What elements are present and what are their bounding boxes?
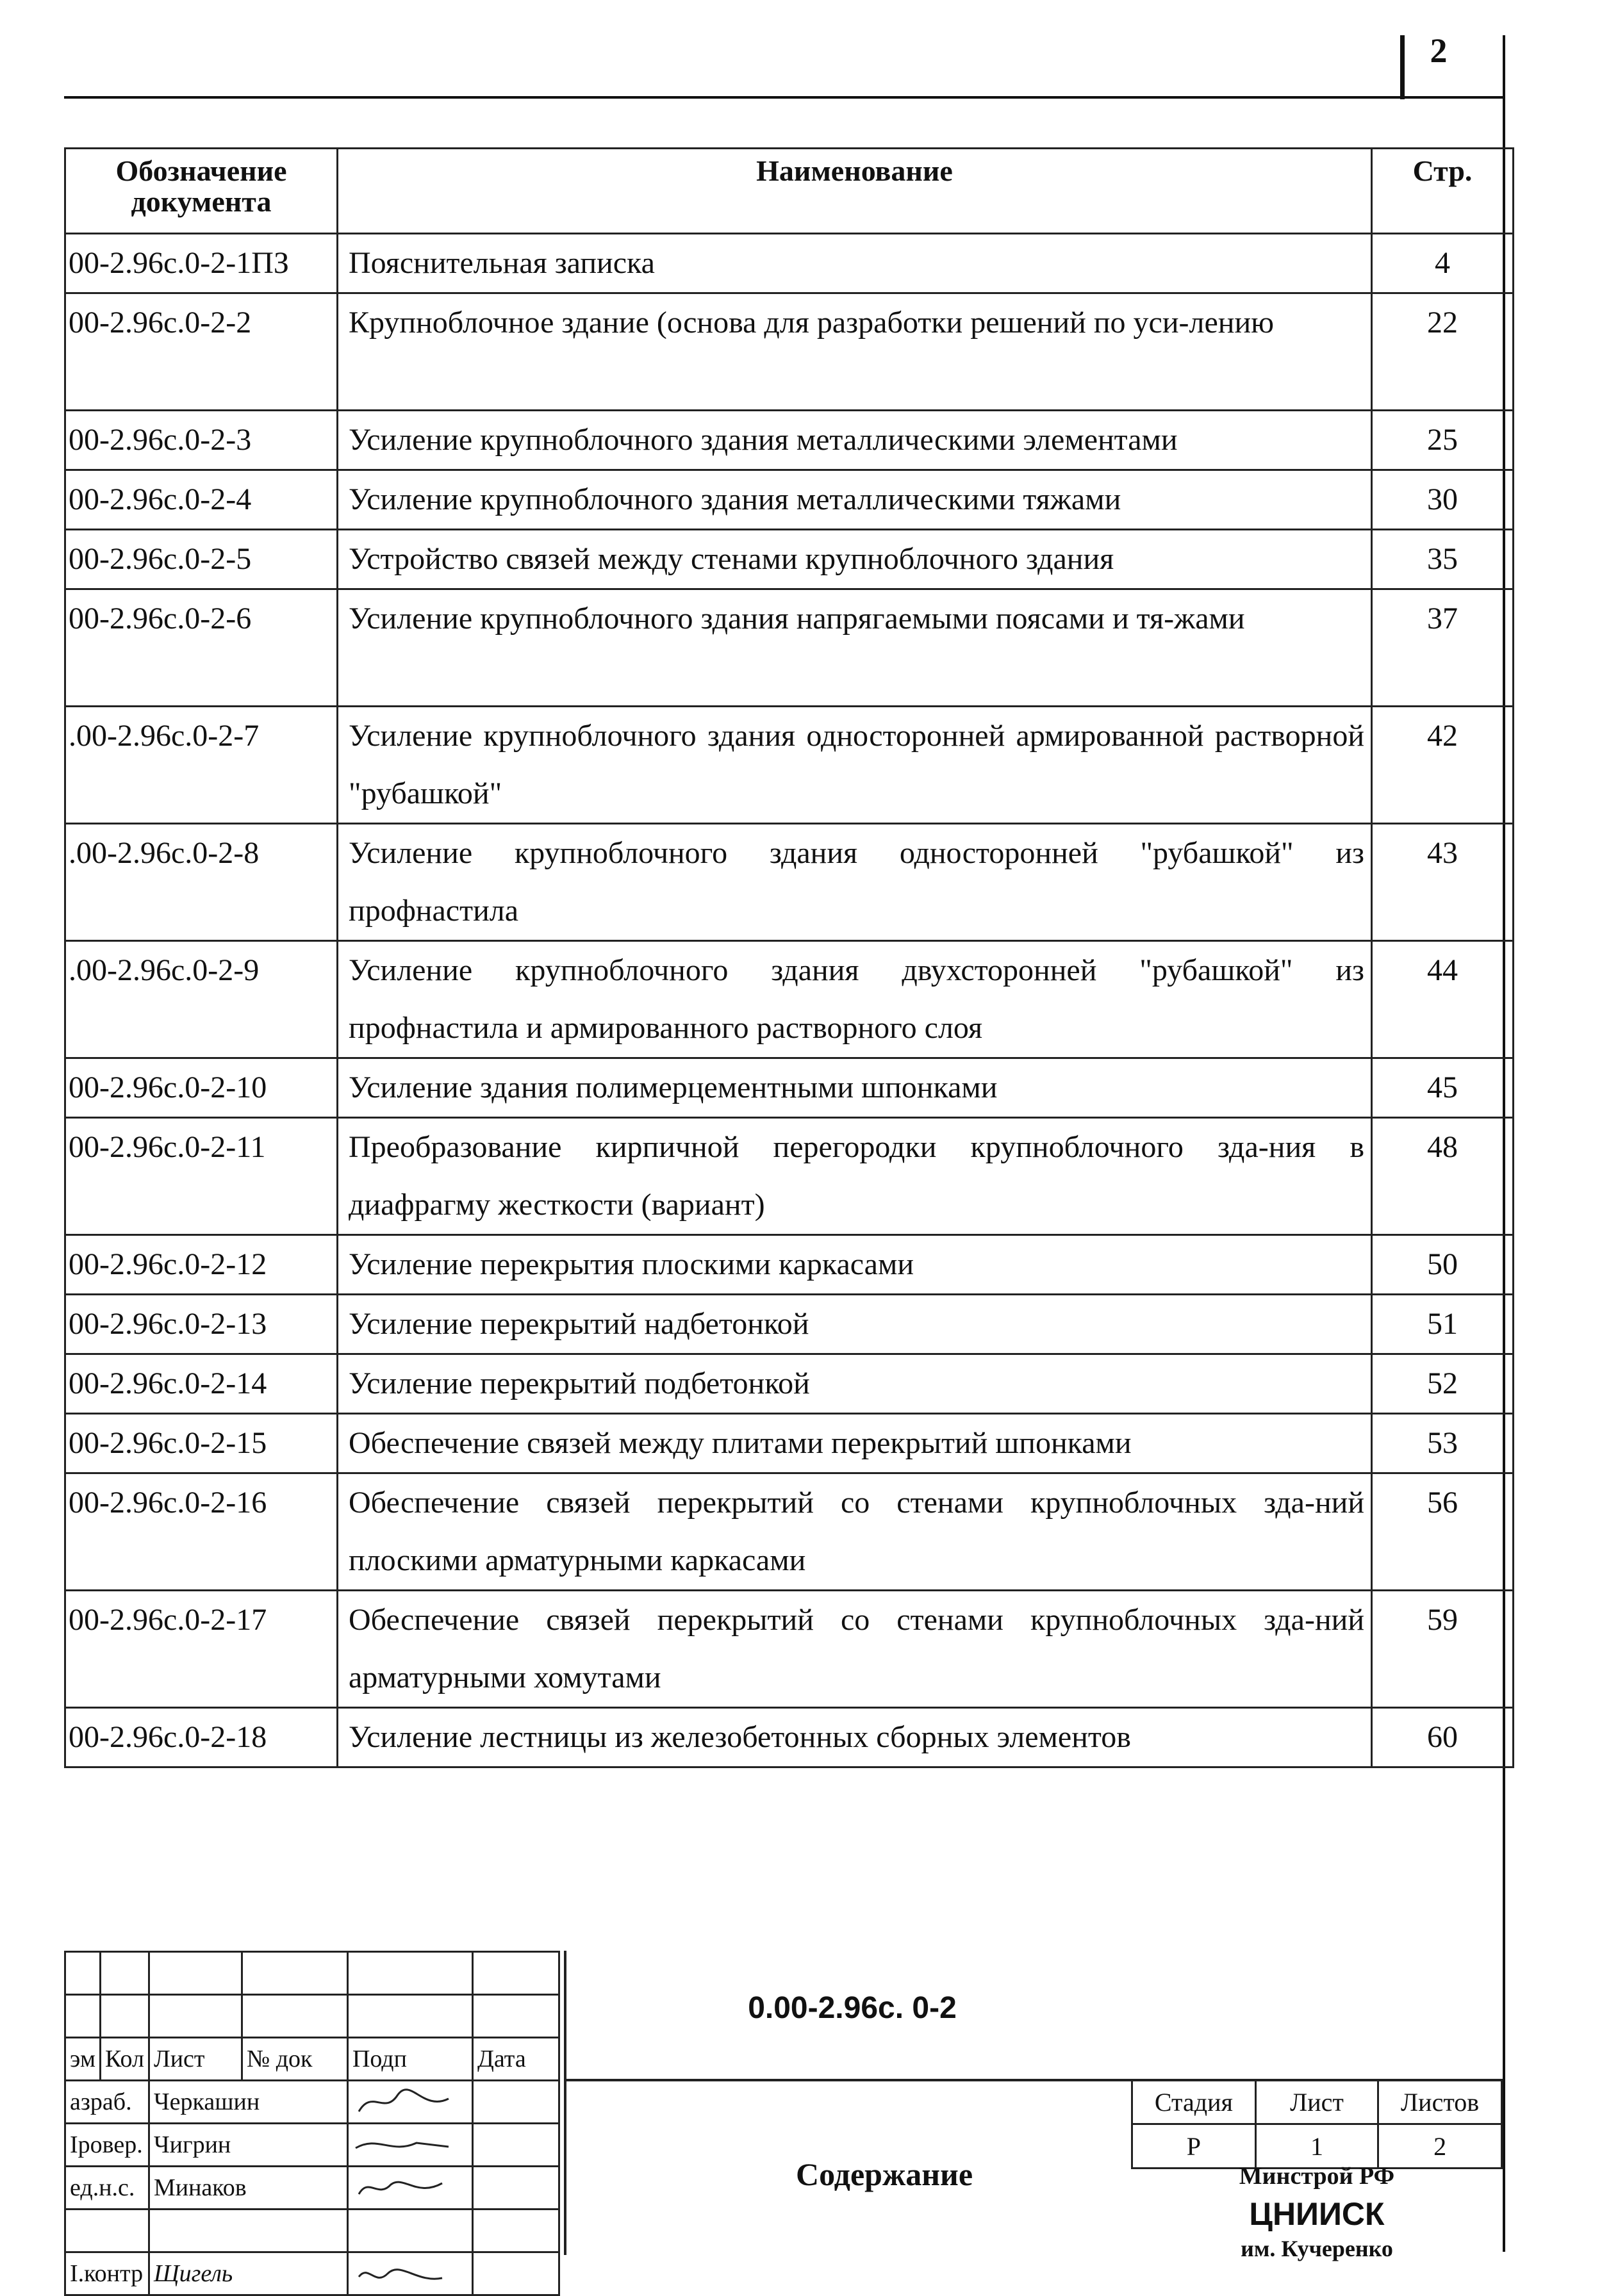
header-name: Наименование bbox=[338, 149, 1372, 234]
document-code: 00-2.96с.0-2-14 bbox=[65, 1354, 338, 1414]
document-name: Усиление крупноблочного здания односторонней "рубашкой" из профнастила bbox=[338, 824, 1372, 941]
signature-4 bbox=[347, 2252, 472, 2295]
sheets-header: Листов bbox=[1378, 2080, 1502, 2124]
document-code: 00-2.96с.0-2-5 bbox=[65, 530, 338, 589]
page-number: 56 bbox=[1372, 1473, 1514, 1591]
contents-row bbox=[65, 1295, 1514, 1354]
contents-row bbox=[65, 293, 1514, 411]
document-code: 00-2.96с.0-2-2 bbox=[65, 293, 338, 411]
document-name: Усиление перекрытий надбетонкой bbox=[338, 1295, 1372, 1354]
page-number: 59 bbox=[1372, 1591, 1514, 1708]
sheet-header: Лист bbox=[1255, 2080, 1378, 2124]
document-code: 00-2.96с.0-2-3 bbox=[65, 411, 338, 470]
page-number: 4 bbox=[1372, 234, 1514, 293]
document-code: 00-2.96с.0-2-11 bbox=[65, 1118, 338, 1235]
contents-row bbox=[65, 1414, 1514, 1473]
document-name: Обеспечение связей перекрытий со стенами крупноблочных зда-ний плоскими арматурными каркасами bbox=[338, 1473, 1372, 1591]
col-izm: эм bbox=[65, 2038, 101, 2081]
contents-body bbox=[65, 234, 1514, 1767]
stage-header: Стадия bbox=[1132, 2080, 1256, 2124]
page-number: 51 bbox=[1372, 1295, 1514, 1354]
contents-row bbox=[65, 1708, 1514, 1767]
stage-table bbox=[1131, 2079, 1503, 2169]
document-code: .00-2.96с.0-2-9 bbox=[65, 941, 338, 1058]
person-0: Черкашин bbox=[149, 2081, 347, 2124]
document-name: Усиление лестницы из железобетонных сборных элементов bbox=[338, 1708, 1372, 1767]
contents-row bbox=[65, 1473, 1514, 1591]
document-name: Усиление крупноблочного здания напрягаемыми поясами и тя-жами bbox=[338, 589, 1372, 707]
page-number: 48 bbox=[1372, 1118, 1514, 1235]
contents-row bbox=[65, 824, 1514, 941]
page-number: 35 bbox=[1372, 530, 1514, 589]
page-number: 60 bbox=[1372, 1708, 1514, 1767]
person-4: Щигель bbox=[149, 2252, 347, 2295]
role-0: азраб. bbox=[65, 2081, 149, 2124]
page-number-divider bbox=[1400, 35, 1405, 99]
header-page: Стр. bbox=[1372, 149, 1514, 234]
document-name: Усиление крупноблочного здания односторонней армированной растворной "рубашкой" bbox=[338, 707, 1372, 824]
page-number: 22 bbox=[1372, 293, 1514, 411]
document-name: Крупноблочное здание (основа для разработки решений по уси-лению bbox=[338, 293, 1372, 411]
col-list: Лист bbox=[149, 2038, 242, 2081]
page-number: 50 bbox=[1372, 1235, 1514, 1295]
col-ndok: № док bbox=[242, 2038, 347, 2081]
document-name: Усиление перекрытия плоскими каркасами bbox=[338, 1235, 1372, 1295]
page-number: 42 bbox=[1372, 707, 1514, 824]
header-document-code: Обозначение документа bbox=[65, 149, 338, 234]
document-name: Усиление крупноблочного здания металлическими элементами bbox=[338, 411, 1372, 470]
page-number: 43 bbox=[1372, 824, 1514, 941]
document-code: 00-2.96с.0-2-12 bbox=[65, 1235, 338, 1295]
col-podp: Подп bbox=[347, 2038, 472, 2081]
page-number: 53 bbox=[1372, 1414, 1514, 1473]
document-name: Преобразование кирпичной перегородки крупноблочного зда-ния в диафрагму жесткости (вариант) bbox=[338, 1118, 1372, 1235]
organization bbox=[1131, 2162, 1503, 2262]
title-document-name: Содержание bbox=[795, 2156, 973, 2192]
document-name: Обеспечение связей между плитами перекрытий шпонками bbox=[338, 1414, 1372, 1473]
contents-row bbox=[65, 1354, 1514, 1414]
document-code: 00-2.96с.0-2-18 bbox=[65, 1708, 338, 1767]
sheets-value: 2 bbox=[1378, 2124, 1502, 2169]
org-ministry: Минстрой РФ bbox=[1239, 2163, 1395, 2190]
document-code: 00-2.96с.0-2-10 bbox=[65, 1058, 338, 1118]
page-number: 52 bbox=[1372, 1354, 1514, 1414]
signature-0 bbox=[347, 2081, 472, 2124]
document-code: 00-2.96с.0-2-13 bbox=[65, 1295, 338, 1354]
person-1: Чигрин bbox=[149, 2124, 347, 2167]
signature-2 bbox=[347, 2167, 472, 2210]
top-rule bbox=[64, 96, 1504, 99]
document-code: 00-2.96с.0-2-1ПЗ bbox=[65, 234, 338, 293]
document-name: Обеспечение связей перекрытий со стенами крупноблочных зда-ний арматурными хомутами bbox=[338, 1591, 1372, 1708]
org-named-after: им. Кучеренко bbox=[1241, 2236, 1393, 2261]
document-code: 00-2.96с.0-2-15 bbox=[65, 1414, 338, 1473]
person-3 bbox=[149, 2210, 347, 2252]
role-4: I.контр bbox=[65, 2252, 149, 2295]
contents-row bbox=[65, 234, 1514, 293]
col-kol: Кол bbox=[101, 2038, 149, 2081]
role-3 bbox=[65, 2210, 149, 2252]
document-code: .00-2.96с.0-2-7 bbox=[65, 707, 338, 824]
org-name: ЦНИИСК bbox=[1249, 2196, 1385, 2232]
contents-row bbox=[65, 941, 1514, 1058]
signature-1 bbox=[347, 2124, 472, 2167]
contents-row bbox=[65, 1118, 1514, 1235]
stage-value: Р bbox=[1132, 2124, 1256, 2169]
title-document-code: 0.00-2.96с. 0-2 bbox=[748, 1991, 957, 2025]
contents-row bbox=[65, 707, 1514, 824]
document-name: Усиление крупноблочного здания двухсторонней "рубашкой" из профнастила и армированного растворного слоя bbox=[338, 941, 1372, 1058]
contents-row bbox=[65, 1235, 1514, 1295]
sheet-value: 1 bbox=[1255, 2124, 1378, 2169]
contents-row bbox=[65, 1058, 1514, 1118]
document-name: Усиление здания полимерцементными шпонками bbox=[338, 1058, 1372, 1118]
contents-row bbox=[65, 411, 1514, 470]
document-code: .00-2.96с.0-2-8 bbox=[65, 824, 338, 941]
role-2: ед.н.с. bbox=[65, 2167, 149, 2210]
document-name: Устройство связей между стенами крупноблочного здания bbox=[338, 530, 1372, 589]
contents-row bbox=[65, 470, 1514, 530]
document-name: Усиление крупноблочного здания металлическими тяжами bbox=[338, 470, 1372, 530]
person-2: Минаков bbox=[149, 2167, 347, 2210]
page-number: 44 bbox=[1372, 941, 1514, 1058]
page-number: 30 bbox=[1372, 470, 1514, 530]
role-1: Iровер. bbox=[65, 2124, 149, 2167]
document-name: Пояснительная записка bbox=[338, 234, 1372, 293]
signature-table bbox=[64, 1951, 560, 2296]
contents-row bbox=[65, 530, 1514, 589]
sig-blank bbox=[65, 1952, 101, 1995]
document-code: 00-2.96с.0-2-16 bbox=[65, 1473, 338, 1591]
sheet-number: 2 bbox=[1430, 31, 1448, 70]
page-number: 25 bbox=[1372, 411, 1514, 470]
document-name: Усиление перекрытий подбетонкой bbox=[338, 1354, 1372, 1414]
title-block bbox=[64, 1951, 1503, 2287]
contents-row bbox=[65, 589, 1514, 707]
page-number: 37 bbox=[1372, 589, 1514, 707]
document-code: 00-2.96с.0-2-4 bbox=[65, 470, 338, 530]
document-code: 00-2.96с.0-2-6 bbox=[65, 589, 338, 707]
contents-row bbox=[65, 1591, 1514, 1708]
page-number: 45 bbox=[1372, 1058, 1514, 1118]
contents-table bbox=[64, 147, 1514, 1768]
document-code: 00-2.96с.0-2-17 bbox=[65, 1591, 338, 1708]
col-data: Дата bbox=[472, 2038, 559, 2081]
